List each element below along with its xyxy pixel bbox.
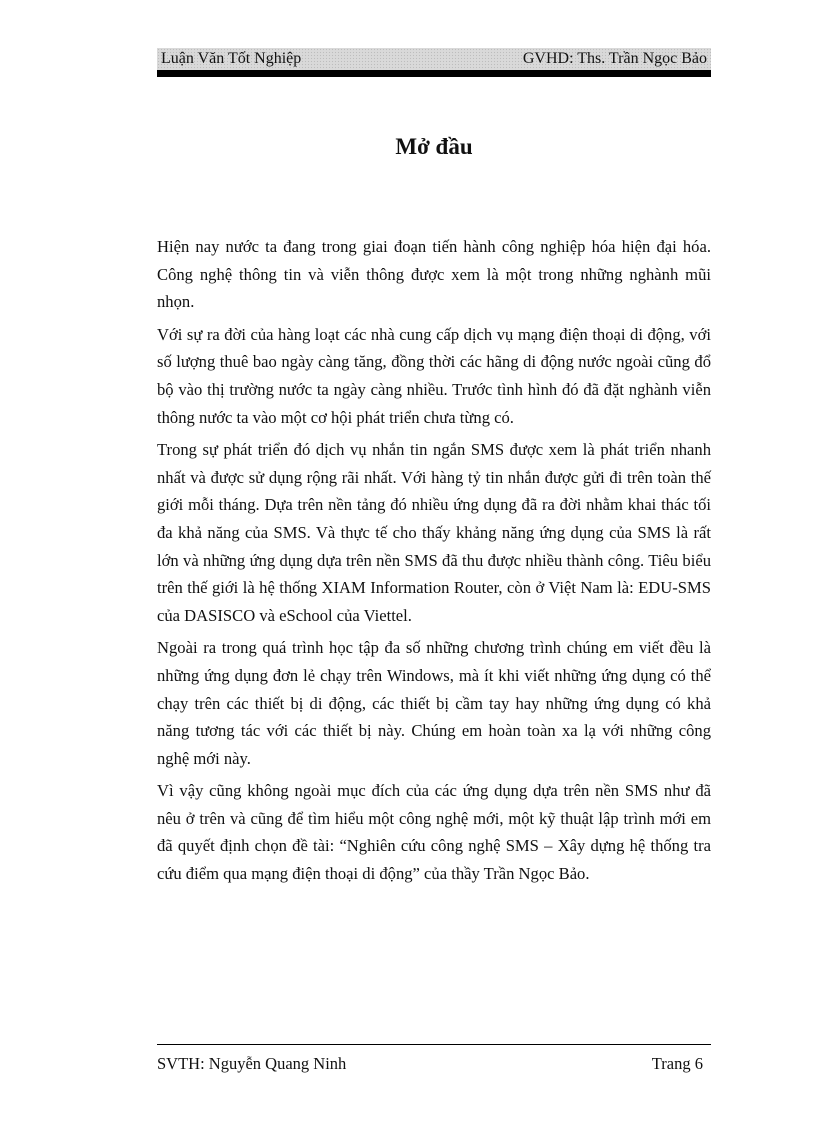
header-advisor-label: GVHD: Ths. Trần Ngọc Bảo bbox=[522, 50, 707, 67]
footer-student-label: SVTH: Nguyễn Quang Ninh bbox=[157, 1054, 347, 1073]
paragraph: Trong sự phát triển đó dịch vụ nhắn tin ngắn SMS được xem là phát triển nhanh nhất và được sử dụng rộng rãi nhất. Với hàng tỷ tin nhắn được gửi đi trên toàn thế giới mỗi tháng. Dựa trên nền tảng đó nhiều ứng dụng đã ra đời nhằm khai thác tối đa khả năng của SMS. Và thực tế cho thấy khảng năng ứng dụng của SMS là rất lớn và những ứng dụng dựa trên nền SMS đã thu được nhiều thành công. Tiêu biểu trên thế giới là hệ thống XIAM Information Router, còn ở Việt Nam là: EDU-SMS của DASISCO và eSchool của Viettel. bbox=[157, 440, 711, 625]
paragraph: Ngoài ra trong quá trình học tập đa số những chương trình chúng em viết đều là những ứng dụng đơn lẻ chạy trên Windows, mà ít khi viết những ứng dụng có thể chạy trên các thiết bị di động, các thiết bị cầm tay hay những ứng dụng có khả năng tương tác với các thiết bị này. Chúng em hoàn toàn xa lạ với những công nghệ mới này. bbox=[157, 638, 711, 768]
page-title: Mở đầu bbox=[395, 134, 473, 159]
page-header bbox=[157, 48, 711, 70]
paragraph: Vì vậy cũng không ngoài mục đích của các ứng dụng dựa trên nền SMS như đã nêu ở trên và cũng để tìm hiểu một công nghệ mới, một kỹ thuật lập trình mới em đã quyết định chọn đề tài: “Nghiên cứu công nghệ SMS – Xây dựng hệ thống tra cứu điểm qua mạng điện thoại di động” của thầy Trần Ngọc Bảo. bbox=[157, 781, 711, 884]
page-footer bbox=[157, 1054, 703, 1074]
paragraph: Hiện nay nước ta đang trong giai đoạn tiến hành công nghiệp hóa hiện đại hóa. Công nghệ thông tin và viễn thông được xem là một trong những nghành mũi nhọn. bbox=[157, 237, 711, 312]
header-rule bbox=[157, 70, 711, 77]
page-number: Trang 6 bbox=[651, 1054, 703, 1073]
paragraph: Với sự ra đời của hàng loạt các nhà cung cấp dịch vụ mạng điện thoại di động, với số lượng thuê bao ngày càng tăng, đồng thời các hãng di động nước ngoài cũng đổ bộ vào thị trường nước ta ngày càng nhiều. Trước tình hình đó đã đặt nghành viễn thông nước ta vào một cơ hội phát triển chưa từng có. bbox=[157, 324, 711, 427]
header-thesis-label: Luận Văn Tốt Nghiệp bbox=[161, 50, 302, 67]
body-text bbox=[157, 233, 711, 893]
footer-rule bbox=[157, 1044, 711, 1045]
